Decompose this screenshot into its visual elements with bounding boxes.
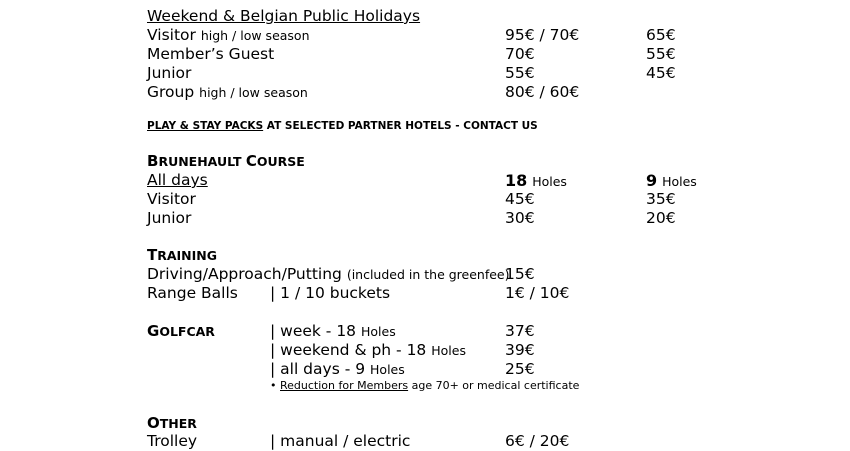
brunehault-all-days-row bbox=[147, 171, 697, 190]
holidays-row-visitor bbox=[147, 26, 676, 45]
price-9: 65€ bbox=[646, 26, 676, 44]
holidays-row-junior bbox=[147, 64, 676, 83]
heading-initial: O bbox=[147, 414, 160, 432]
heading-initial: B bbox=[147, 152, 159, 170]
num-9: 9 bbox=[646, 171, 658, 190]
heading-rest: OLFCAR bbox=[159, 324, 215, 339]
heading-rest: THER bbox=[159, 416, 197, 431]
price-18: 80€ / 60€ bbox=[505, 83, 580, 101]
heading-rest: RUNEHAULT bbox=[158, 154, 246, 169]
training-driving-row bbox=[147, 265, 535, 284]
row-mid: | 1 / 10 buckets bbox=[270, 284, 391, 302]
note-text bbox=[270, 378, 579, 394]
golfcar-heading bbox=[147, 322, 215, 340]
brunehault-row-visitor bbox=[147, 190, 676, 209]
price: 6€ / 20€ bbox=[505, 432, 570, 450]
brunehault-row-junior bbox=[147, 209, 676, 228]
row-mid: | manual / electric bbox=[270, 432, 411, 450]
row-label: Range Balls bbox=[147, 284, 238, 302]
packs-line bbox=[147, 117, 538, 136]
training-range-row bbox=[147, 284, 570, 303]
row-label: Trolley bbox=[147, 432, 198, 450]
row-main: | all days - 9 bbox=[270, 360, 366, 378]
note-rest: age 70+ or medical certificate bbox=[408, 379, 580, 392]
row-mid bbox=[270, 360, 405, 379]
price: 37€ bbox=[505, 322, 535, 340]
row-label: Driving/Approach/Putting bbox=[147, 265, 342, 283]
price-9: 55€ bbox=[646, 45, 676, 63]
holidays-row-group bbox=[147, 83, 580, 102]
row-main: | week - 18 bbox=[270, 322, 357, 340]
row-label: Group bbox=[147, 83, 195, 101]
row-label: Visitor bbox=[147, 190, 196, 208]
other-heading bbox=[147, 414, 197, 433]
all-days-label: All days bbox=[147, 171, 208, 189]
price-9: 45€ bbox=[646, 64, 676, 82]
price-18: 30€ bbox=[505, 209, 535, 227]
heading-rest: RAINING bbox=[157, 248, 218, 263]
price-18: 55€ bbox=[505, 64, 535, 82]
price-18: 95€ / 70€ bbox=[505, 26, 580, 44]
row-label: Junior bbox=[147, 209, 192, 227]
heading-initial-2: C bbox=[245, 152, 257, 170]
row-main: | weekend & ph - 18 bbox=[270, 341, 427, 359]
reduction-link[interactable]: Reduction for Members bbox=[280, 379, 409, 392]
price-9: 20€ bbox=[646, 209, 676, 227]
row-label: Member’s Guest bbox=[147, 45, 275, 63]
holidays-title: Weekend & Belgian Public Holidays bbox=[147, 7, 421, 25]
holes-18-header bbox=[505, 171, 567, 191]
holes-label: Holes bbox=[360, 324, 396, 339]
row-sub: high / low season bbox=[200, 28, 310, 43]
packs-rest: AT SELECTED PARTNER HOTELS - CONTACT US bbox=[263, 120, 538, 132]
row-sub: (included in the greenfee) bbox=[346, 267, 510, 282]
holes-label: Holes bbox=[370, 362, 405, 377]
price: 25€ bbox=[505, 360, 535, 378]
row-mid bbox=[270, 322, 396, 341]
brunehault-heading bbox=[147, 152, 305, 171]
row-label: Visitor bbox=[147, 26, 196, 44]
heading-initial: G bbox=[147, 322, 160, 340]
row-mid bbox=[270, 341, 466, 360]
holidays-row-guest bbox=[147, 45, 676, 64]
price-18: 45€ bbox=[505, 190, 535, 208]
row-sub: high / low season bbox=[199, 85, 308, 100]
packs-link[interactable]: PLAY & STAY PACKS bbox=[147, 120, 264, 132]
training-heading bbox=[147, 246, 217, 265]
price: 1€ / 10€ bbox=[505, 284, 570, 302]
heading-initial: T bbox=[147, 246, 158, 264]
holidays-title-line bbox=[147, 7, 420, 26]
price-9: 35€ bbox=[646, 190, 676, 208]
row-label: Junior bbox=[147, 64, 192, 82]
holes-label: Holes bbox=[662, 174, 697, 189]
price: 39€ bbox=[505, 341, 535, 359]
holes-label: Holes bbox=[532, 174, 567, 189]
num-18: 18 bbox=[505, 171, 528, 190]
golfcar-row-week bbox=[147, 322, 535, 341]
other-trolley-row bbox=[147, 432, 570, 451]
bullet-icon: • bbox=[270, 379, 277, 392]
heading-rest-2: OURSE bbox=[256, 154, 305, 169]
price: 15€ bbox=[505, 265, 535, 283]
holes-label: Holes bbox=[431, 343, 466, 358]
price-18: 70€ bbox=[505, 45, 535, 63]
holes-9-header bbox=[646, 171, 697, 191]
